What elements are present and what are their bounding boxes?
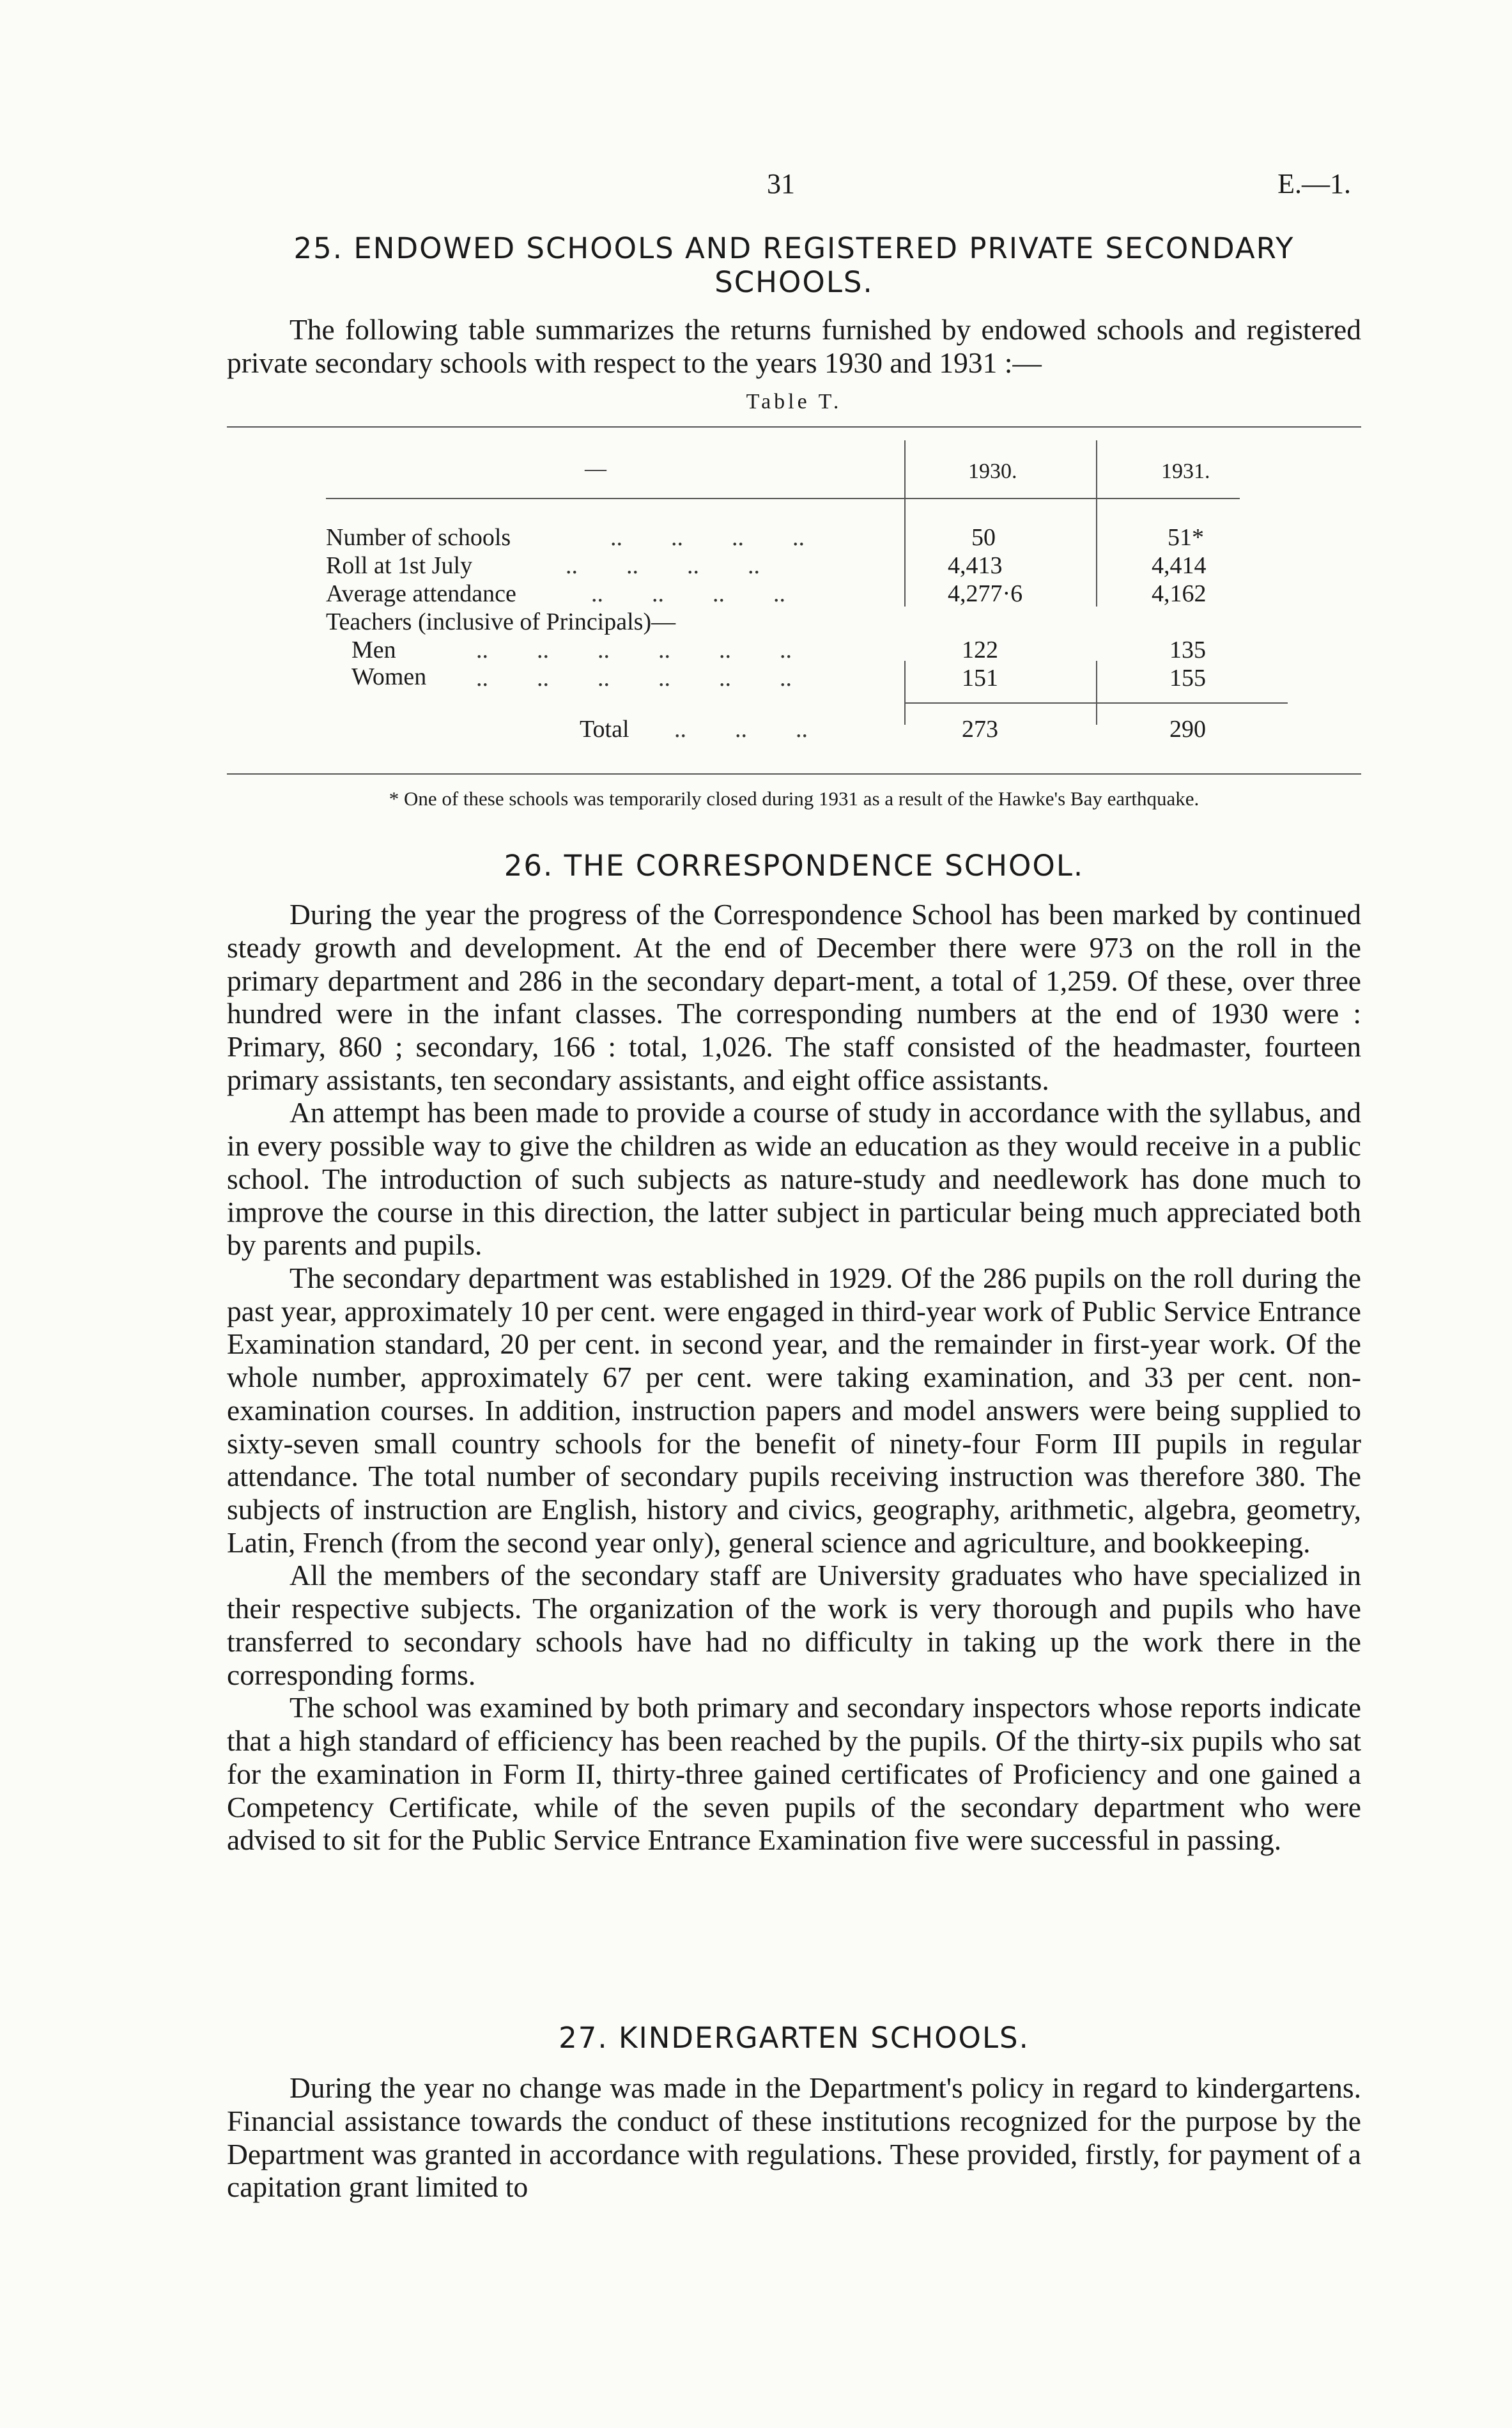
page-number: 31 [767, 168, 795, 199]
paragraph: During the year the progress of the Correspondence School has been marked by continued steady growth and development. At the end of December there were 973 on the roll in the primary department and 286 in the secondary depart-ment, a total of 1,259. Of these, over three hundred were in the infant classes. The corresponding numbers at the end of 1930 were : Primary, 860 ; secondary, 166 : total, 1,026. The staff consisted of the headmaster, fourteen primary assistants, ten secondary assistants, and eight office assistants. [227, 898, 1361, 1096]
running-header [0, 167, 1512, 206]
section-27 [227, 2021, 1361, 2204]
col-header-1930: 1930. [968, 460, 1017, 483]
leader-dots: .. .. .. [674, 716, 808, 743]
table-row-label: Teachers (inclusive of Principals)— [326, 608, 676, 635]
table-total-divider-1 [904, 661, 906, 725]
section-25-heading-line1: 25. ENDOWED SCHOOLS AND REGISTERED PRIVATE SECONDARY [293, 231, 1295, 265]
leader-dots: .. .. .. .. [566, 552, 760, 579]
section-25-heading [227, 231, 1361, 299]
table-caption: Table T. [746, 389, 842, 414]
table-row-label: Number of schools [326, 524, 511, 551]
section-27-heading: 27. KINDERGARTEN SCHOOLS. [559, 2021, 1030, 2055]
leader-dots: .. .. .. .. .. .. [476, 665, 792, 692]
table-total-label: Total [580, 716, 629, 743]
paragraph: An attempt has been made to provide a course of study in accordance with the syllabus, and in every possible way to give the children as wide an education as they would receive in a public school. The introduction of such subjects as nature-study and needlework has done much to improve the course in this direction, the latter subject in particular being much appreciated both by parents and pupils. [227, 1096, 1361, 1262]
section-25-heading-line2: SCHOOLS. [714, 265, 874, 300]
table-cell: 155 [1169, 665, 1206, 692]
paragraph: During the year no change was made in the Department's policy in regard to kindergartens. Financial assistance towards the conduct of these institutions recognized for the purpose by the Department was granted in accordance with regulations. These provided, firstly, for payment of a capitation grant limited to [227, 2071, 1361, 2204]
table-col-divider-1 [904, 440, 906, 607]
section-26-heading: 26. THE CORRESPONDENCE SCHOOL. [504, 849, 1084, 883]
table-total-1931: 290 [1169, 716, 1206, 743]
table-row-label: Women [351, 663, 427, 690]
table-cell: 50 [971, 524, 996, 551]
table-cell: 122 [962, 637, 998, 663]
paragraph: The secondary department was established in 1929. Of the 286 pupils on the roll during the past year, approximately 10 per cent. were engaged in third-year work of Public Service Entrance Examination standard, 20 per cent. in second year, and the remainder in first-year work. Of the whole number, approximately 67 per cent. were taking examination, and 33 per cent. non-examination courses. In addition, instruction papers and model answers were being supplied to sixty-seven small country schools for the benefit of ninety-four Form III pupils in regular attendance. The total number of secondary pupils receiving instruction was therefore 380. The subjects of instruction are English, history and civics, geography, arithmetic, algebra, geometry, Latin, French (from the second year only), general science and agriculture, and bookkeeping. [227, 1262, 1361, 1559]
section-26 [227, 849, 1361, 1857]
table-top-rule [227, 426, 1361, 428]
table-subtotal-rule [904, 702, 1288, 704]
section-25 [227, 231, 1361, 414]
table-cell: 135 [1169, 637, 1206, 663]
table-cell: 4,413 [948, 552, 1003, 579]
table-total-divider-2 [1096, 661, 1097, 725]
table-row-label: Men [351, 637, 396, 663]
table-cell: 4,162 [1152, 580, 1207, 607]
col-header-1931: 1931. [1161, 460, 1210, 483]
table-cell: 51* [1168, 524, 1204, 551]
table-cell: 151 [962, 665, 998, 692]
stub-header: — [585, 457, 606, 481]
table-row-label: Average attendance [326, 580, 516, 607]
table-footnote: * One of these schools was temporarily closed during 1931 as a result of the Hawke's Bay earthquake. [389, 787, 1200, 810]
leader-dots: .. .. .. .. [610, 524, 805, 551]
report-reference: E.—1. [1277, 168, 1351, 199]
section-25-intro: The following table summarizes the returns furnished by endowed schools and registered private secondary schools with respect to the years 1930 and 1931 :— [227, 313, 1361, 379]
leader-dots: .. .. .. .. .. .. [476, 637, 792, 663]
table-bottom-rule [227, 773, 1361, 775]
table-col-divider-2 [1096, 440, 1097, 607]
table-total-1930: 273 [962, 716, 998, 743]
table-header-rule [326, 498, 1240, 499]
paragraph: All the members of the secondary staff are University graduates who have specialized in their respective subjects. The organization of the work is very thorough and pupils who have transferred to secondary schools have had no difficulty in taking up the work there in the corresponding forms. [227, 1559, 1361, 1691]
table-cell: 4,414 [1152, 552, 1207, 579]
paragraph: The school was examined by both primary and secondary inspectors whose reports indicate that a high standard of efficiency has been reached by the pupils. Of the thirty-six pupils who sat for the examination in Form II, thirty-three gained certificates of Proficiency and one gained a Competency Certificate, while of the seven pupils of the secondary department who were advised to sit for the Public Service Entrance Examination five were successful in passing. [227, 1691, 1361, 1857]
leader-dots: .. .. .. .. [591, 580, 785, 607]
table-row-label: Roll at 1st July [326, 552, 473, 579]
table-cell: 4,277·6 [948, 580, 1023, 607]
table-t [227, 426, 1361, 784]
